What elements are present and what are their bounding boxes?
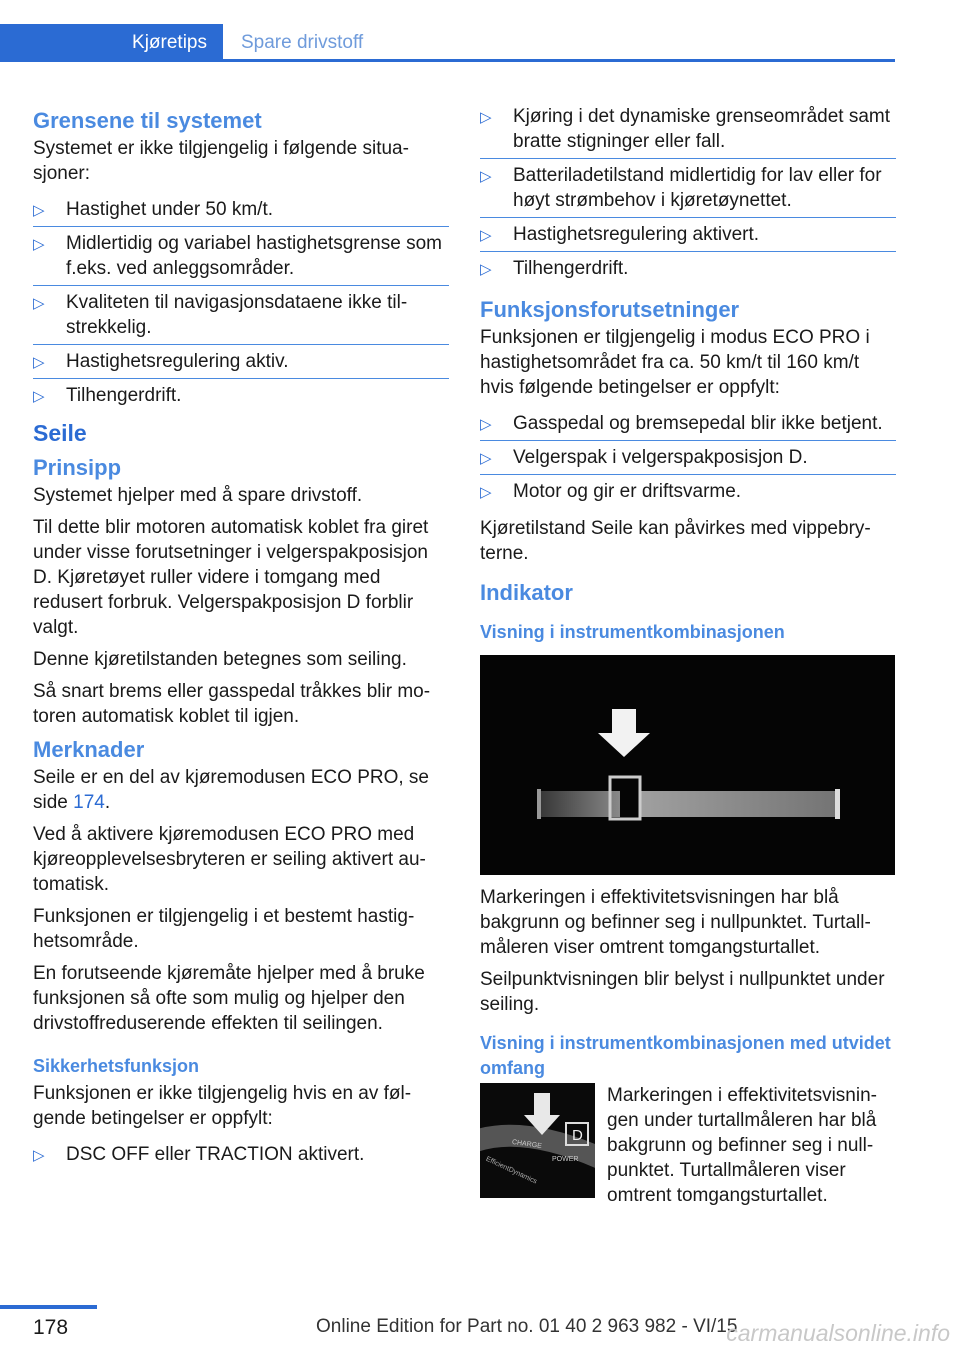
indikator-heading: Indikator [480,580,573,605]
triangle-bullet-icon: ▷ [33,236,45,253]
prinsipp-heading: Prinsipp [33,455,122,480]
triangle-bullet-icon: ▷ [480,450,492,467]
funksjon-list [480,407,896,508]
prinsipp-p4: Så snart brems eller gasspedal tråkkes blir motoren automatisk koblet til igjen. [33,681,431,727]
page-link[interactable]: 174 [73,792,105,813]
list-item: ▷ Kvaliteten til navigasjonsdataene ikke tilstrekkelig. [33,285,449,344]
grensene-list [33,193,449,412]
sikkerhet-list [33,1138,449,1171]
grensene-intro: Systemet er ikke tilgjengelig i følgende situasjoner: [33,138,409,184]
triangle-bullet-icon: ▷ [33,388,45,405]
list-item: ▷ Tilhengerdrift. [33,378,449,412]
subsection-tab: Spare drivstoff [241,32,364,53]
left-column [33,100,449,1179]
list-item: ▷ Tilhengerdrift. [480,251,896,285]
list-item: ▷ Hastighet under 50 km/t. [33,193,449,226]
page-header [0,0,895,62]
footer-bar [0,1305,97,1309]
online-edition: Online Edition for Part no. 01 40 2 963 982 - VI/15 [316,1316,738,1337]
grensene-heading: Grensene til systemet [33,108,262,133]
efficiency-bar-graphic [480,655,895,875]
funksjon-after: Kjøretilstand Seile kan påvirkes med vippebryterne. [480,518,871,564]
merknader-heading: Merknader [33,737,145,762]
funksjon-heading: Funksjonsforutsetninger [480,297,740,322]
list-item: ▷ Hastighetsregulering aktivert. [480,217,896,251]
charge-label: CHARGE [511,1138,543,1151]
sikkerhet-heading: Sikkerhetsfunksjon [33,1056,200,1076]
sikkerhet-list-continued [480,100,896,285]
merknader-p2: Ved å aktivere kjøremodusen ECO PRO med kjøreopplevelsesbryteren er seiling aktivert automatisk. [33,824,426,895]
sikkerhet-intro: Funksjonen er ikke tilgjengelig hvis en av følgende betingelser er oppfylt: [33,1083,412,1129]
triangle-bullet-icon: ▷ [33,202,45,219]
list-item: ▷ Kjøring i det dynamiske grenseområdet samt bratte stigninger eller fall. [480,106,890,152]
visning2-block [480,1083,896,1208]
list-item: ▷ Gasspedal og bremsepedal blir ikke betjent. [480,407,896,440]
list-item: ▷ DSC OFF eller TRACTION aktivert. [33,1138,449,1171]
visning1-heading: Visning i instrumentkombinasjonen [480,622,785,642]
visning2-text: Markeringen i effektivitetsvisningen under turtallmåleren har blå bakgrunn og befinner seg i nullpunktet. Turtallmåleren viser omtrent tomgangsturtallet. [607,1085,877,1206]
triangle-bullet-icon: ▷ [33,1147,45,1164]
funksjon-intro: Funksjonen er tilgjengelig i modus ECO PRO i hastighetsområdet fra ca. 50 km/t til 160 km/t hvis følgende betingelser er oppfylt: [480,327,870,398]
seile-heading: Seile [33,420,87,446]
list-item: ▷ Hastighetsregulering aktiv. [33,344,449,378]
merknader-p4: En forutseende kjøremåte hjelper med å bruke funksjonen så ofte som mulig og hjelper den drivstoffreduserende effekten til seilingen. [33,963,425,1034]
triangle-bullet-icon: ▷ [480,227,492,244]
right-column [480,100,896,1215]
triangle-bullet-icon: ▷ [33,354,45,371]
merknader-p3: Funksjonen er tilgjengelig i et bestemt hastighetsområde. [33,906,415,952]
list-item: ▷ Velgerspak i velgerspakposisjon D. [480,440,896,474]
prinsipp-p1: Systemet hjelper med å spare drivstoff. [33,485,363,506]
visning1-p1: Markeringen i effektivitetsvisningen har blå bakgrunn og befinner seg i nullpunktet. Turtallmåleren viser omtrent tomgangsturtallet. [480,887,871,958]
triangle-bullet-icon: ▷ [480,261,492,278]
triangle-bullet-icon: ▷ [480,484,492,501]
extended-display-image [480,1083,595,1198]
visning2-heading: Visning i instrumentkombinasjonen med utvidet omfang [480,1033,891,1078]
prinsipp-p2: Til dette blir motoren automatisk koblet fra giret under visse forutsetninger i velgerspakposisjon D. Kjøretøyet ruller videre i tomgang med redusert forbruk. Velgerspakposisjon D forblir valgt. [33,517,429,638]
list-item: ▷ Batteriladetilstand midlertidig for lav eller for høyt strømbehov i kjøretøynettet. [480,158,896,217]
triangle-bullet-icon: ▷ [33,295,45,312]
watermark: carmanualsonline.info [726,1320,950,1346]
gear-label: D [572,1127,583,1144]
page-number: 178 [33,1316,69,1339]
list-item: ▷ Motor og gir er driftsvarme. [480,474,896,508]
power-label: POWER [552,1156,579,1163]
merknader-p1: Seile er en del av kjøremodusen ECO PRO, se side 174. [33,767,430,813]
prinsipp-p3: Denne kjøretilstanden betegnes som seiling. [33,649,407,670]
header-rule [223,59,895,62]
list-item: ▷ Midlertidig og variabel hastighetsgrense som f.eks. ved anleggsområder. [33,226,449,285]
visning1-p2: Seilpunktvisningen blir belyst i nullpunktet under seiling. [480,969,885,1015]
triangle-bullet-icon: ▷ [480,416,492,433]
efficient-label: EfficientDynamics [484,1155,538,1186]
triangle-bullet-icon: ▷ [480,109,492,126]
triangle-bullet-icon: ▷ [480,168,492,185]
section-tab: Kjøretips [0,24,223,62]
efficiency-display-image [480,655,895,875]
